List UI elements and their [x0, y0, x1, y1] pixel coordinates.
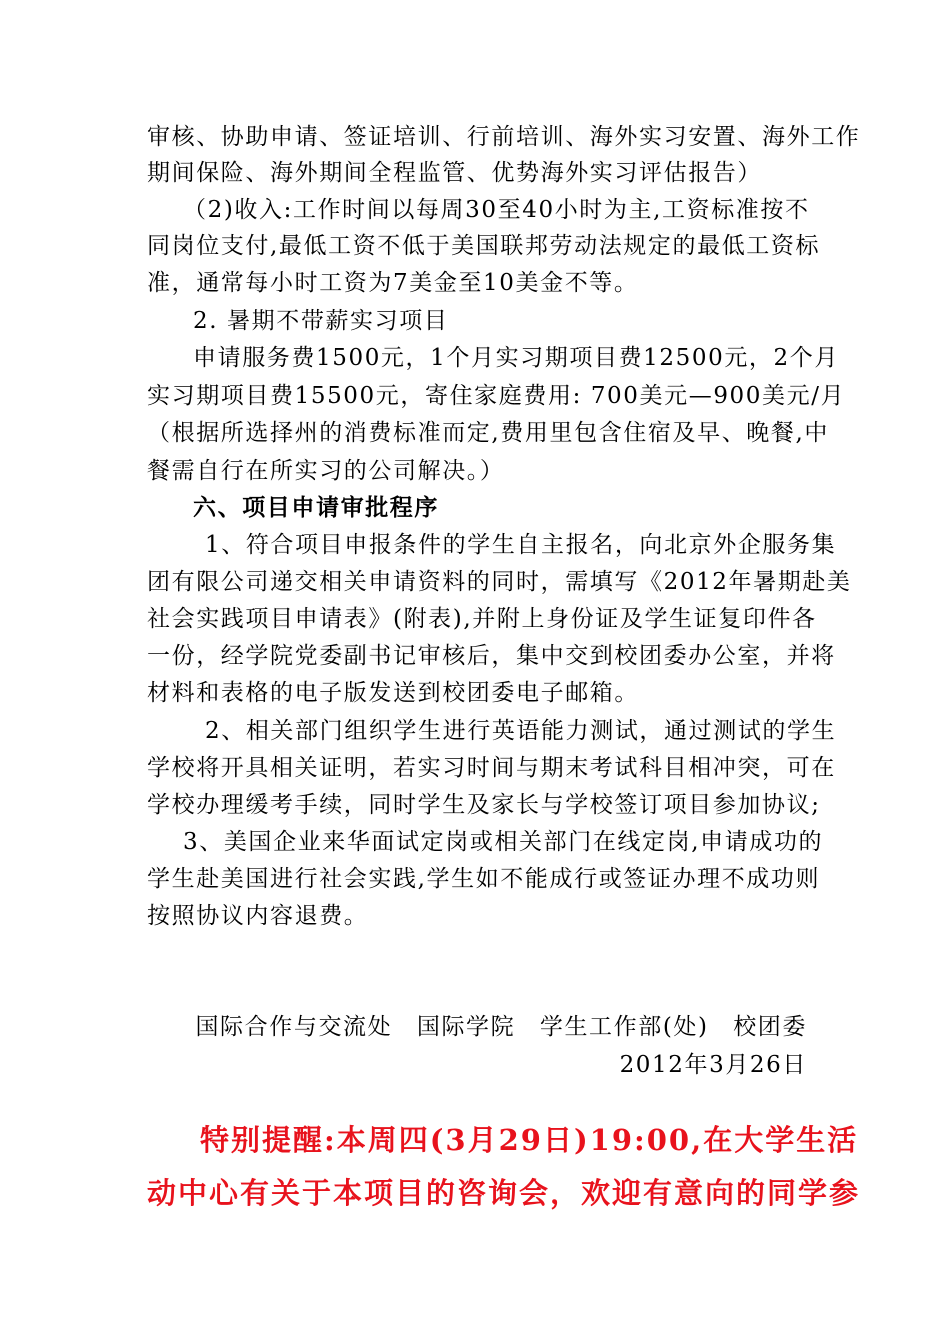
body-line: 社会实践项目申请表》(附表),并附上身份证及学生证复印件各	[147, 606, 817, 632]
special-reminder-line: 特别提醒:本周四(3月29日)19:00,在大学生活	[200, 1123, 859, 1157]
body-line: 学生赴美国进行社会实践,学生如不能成行或签证办理不成功则	[147, 866, 821, 892]
body-line: 准，通常每小时工资为7美金至10美金不等。	[147, 270, 639, 296]
body-line: 2、相关部门组织学生进行英语能力测试，通过测试的学生	[205, 718, 837, 744]
body-line: 餐需自行在所实习的公司解决。）	[147, 458, 505, 484]
body-line: 一份，经学院党委副书记审核后，集中交到校团委办公室，并将	[147, 643, 836, 669]
signature-departments: 国际合作与交流处 国际学院 学生工作部(处) 校团委	[195, 1014, 807, 1040]
body-line: 审核、协助申请、签证培训、行前培训、海外实习安置、海外工作	[147, 124, 861, 150]
body-line: 1、符合项目申报条件的学生自主报名，向北京外企服务集	[205, 532, 837, 558]
signature-date: 2012年3月26日	[619, 1052, 807, 1078]
body-line: 按照协议内容退费。	[147, 903, 369, 929]
special-reminder-line: 动中心有关于本项目的咨询会，欢迎有意向的同学参	[147, 1176, 861, 1210]
body-line: 3、美国企业来华面试定岗或相关部门在线定岗,申请成功的	[183, 829, 824, 855]
section-heading: 六、项目申请审批程序	[193, 494, 439, 521]
body-line: （2)收入:工作时间以每周30至40小时为主,工资标准按不	[183, 197, 810, 223]
body-line: 学校将开具相关证明，若实习时间与期末考试科目相冲突，可在	[147, 755, 836, 781]
body-line: 申请服务费1500元，1个月实习期项目费12500元，2个月	[193, 345, 839, 371]
body-line: 实习期项目费15500元，寄住家庭费用: 700美元—900美元/月	[147, 383, 846, 409]
section-heading: 2. 暑期不带薪实习项目	[193, 308, 449, 334]
body-line: 材料和表格的电子版发送到校团委电子邮箱。	[147, 680, 639, 706]
body-line: （根据所选择州的消费标准而定,费用里包含住宿及早、晚餐,中	[147, 420, 830, 446]
body-line: 期间保险、海外期间全程监管、优势海外实习评估报告）	[147, 160, 762, 186]
body-line: 团有限公司递交相关申请资料的同时，需填写《2012年暑期赴美	[147, 569, 852, 595]
body-line: 同岗位支付,最低工资不低于美国联邦劳动法规定的最低工资标	[147, 233, 821, 259]
body-line: 学校办理缓考手续，同时学生及家长与学校签订项目参加协议;	[147, 792, 821, 818]
